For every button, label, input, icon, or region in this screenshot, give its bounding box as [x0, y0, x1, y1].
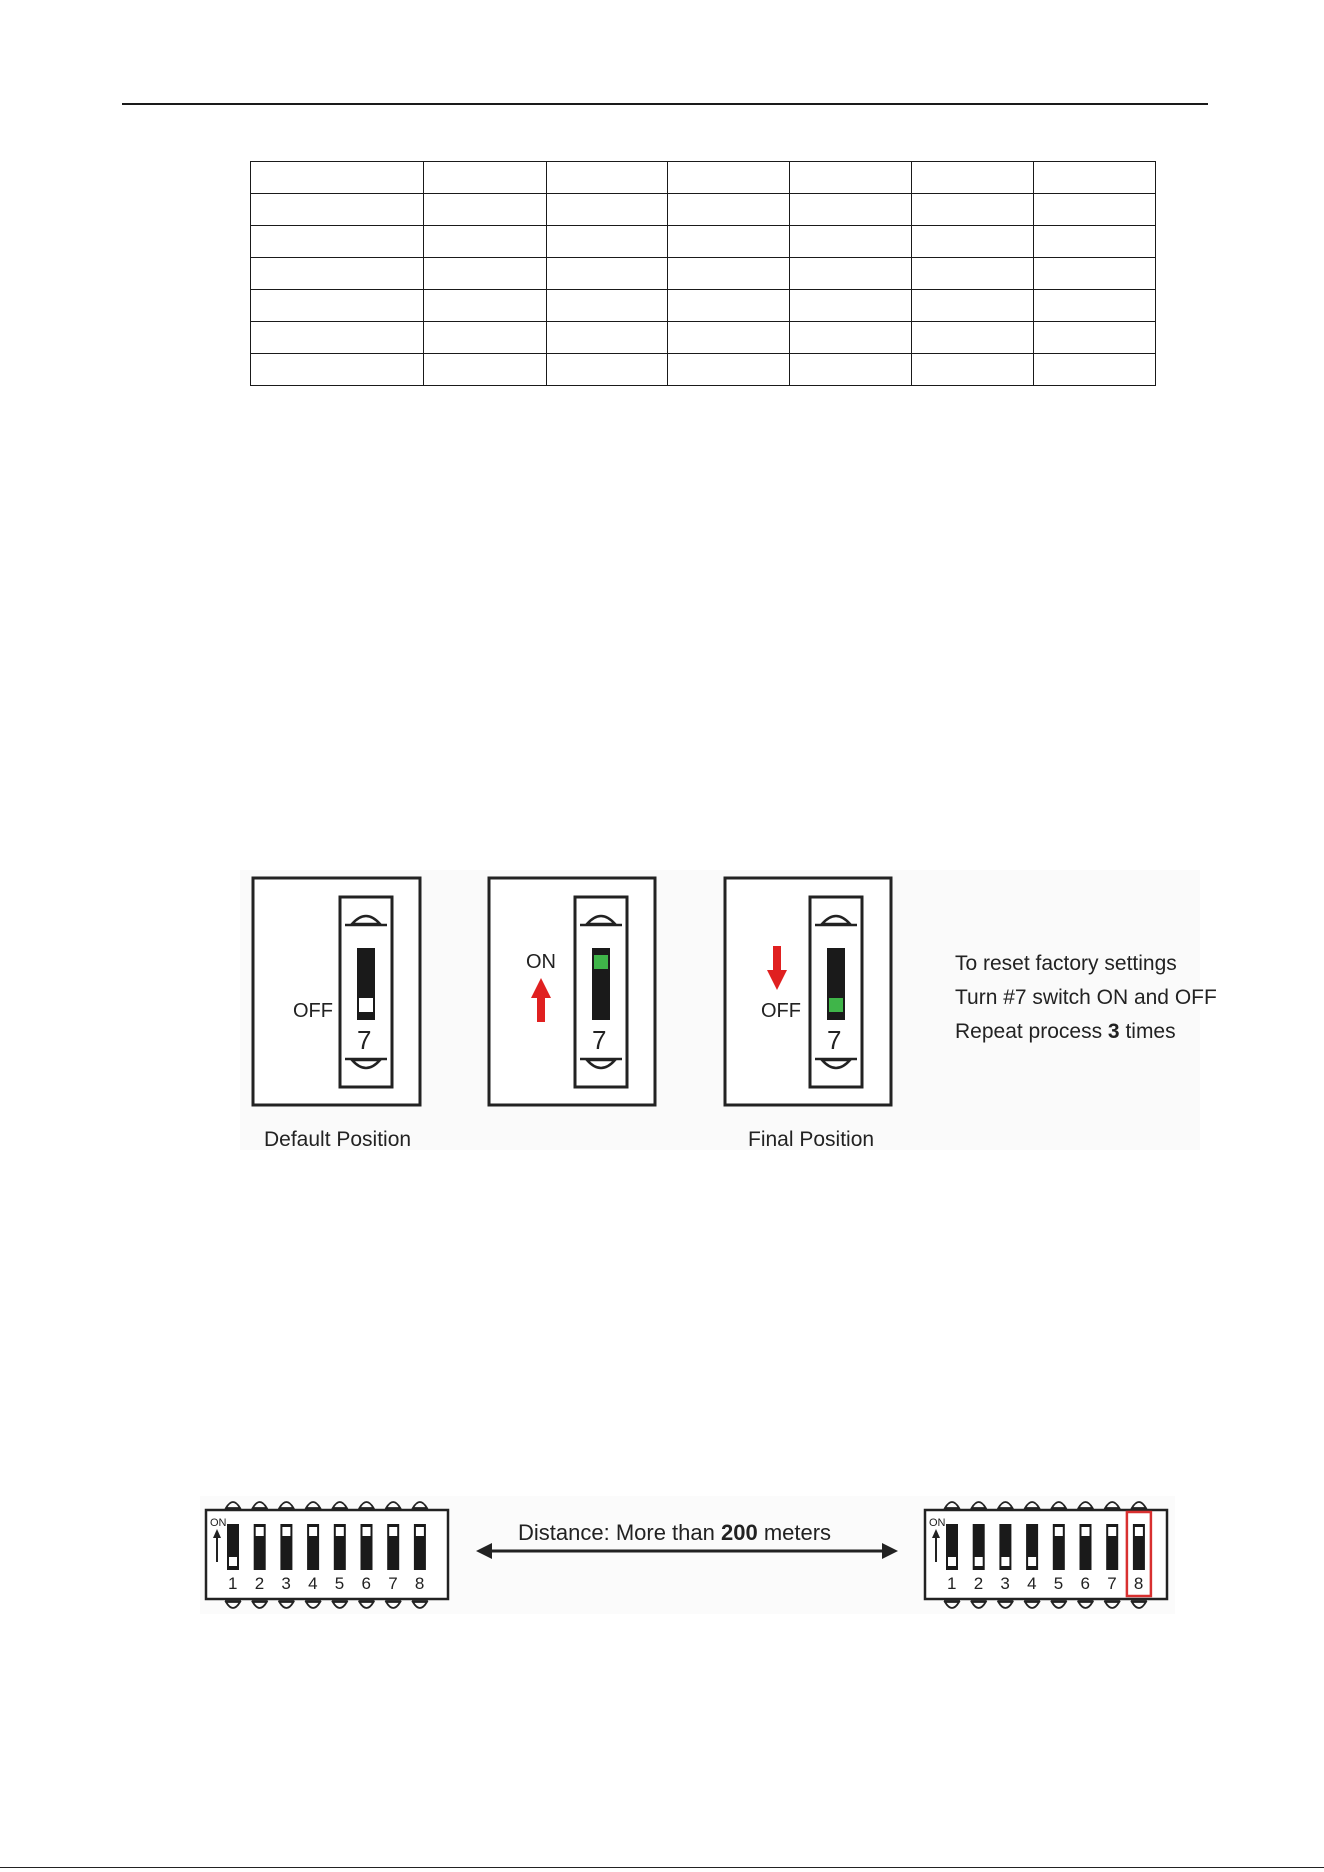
switch-knob	[1055, 1527, 1063, 1536]
switch-knob	[363, 1527, 371, 1536]
dip-block-right	[925, 1502, 1167, 1608]
switch-knob	[282, 1527, 290, 1536]
note-bold-count: 3	[1107, 1020, 1120, 1043]
switch-number: 3	[281, 1574, 291, 1593]
switch-knob	[1001, 1557, 1009, 1566]
switch-knob	[229, 1557, 237, 1566]
switch-knob	[1082, 1527, 1090, 1536]
caption-default-position: Default Position	[264, 1128, 412, 1151]
switch-number: 8	[1133, 1574, 1144, 1593]
switch-knob	[1135, 1527, 1143, 1536]
switch-number: 7	[357, 1025, 372, 1055]
panel-final-label: OFF	[761, 1000, 801, 1022]
switch-number: 2	[254, 1574, 265, 1593]
note-suffix: times	[1119, 1020, 1176, 1043]
reset-note-line1: To reset factory settings	[955, 952, 1177, 975]
switch-knob	[336, 1527, 344, 1536]
switch-number: 6	[361, 1574, 371, 1593]
distance-label	[518, 1520, 831, 1546]
switch-number: 7	[827, 1025, 842, 1055]
switch-knob	[256, 1527, 264, 1536]
switch-knob	[309, 1527, 317, 1536]
distance-value: 200	[720, 1520, 758, 1545]
distance-prefix: Distance: More than	[518, 1520, 721, 1545]
switch-knob	[1028, 1557, 1036, 1566]
panel-on-label: ON	[526, 951, 556, 973]
switch-knob	[389, 1527, 397, 1536]
switch-number: 3	[1000, 1574, 1010, 1593]
on-label: ON	[210, 1517, 227, 1529]
switch-number: 5	[334, 1574, 345, 1593]
switch-number: 4	[1027, 1574, 1037, 1593]
switch-number: 8	[414, 1574, 425, 1593]
switch-number: 4	[308, 1574, 318, 1593]
switch-number: 2	[973, 1574, 984, 1593]
panel-default-label: OFF	[293, 1000, 333, 1022]
switch-knob	[416, 1527, 424, 1536]
footer-rule	[0, 1867, 1324, 1868]
switch-number: 7	[592, 1025, 607, 1055]
reset-note-line2: Turn #7 switch ON and OFF	[955, 986, 1217, 1009]
switch-number: 5	[1053, 1574, 1064, 1593]
on-label: ON	[929, 1517, 946, 1529]
switch-knob	[948, 1557, 956, 1566]
dip-block-left	[206, 1502, 448, 1608]
switch-knob	[975, 1557, 983, 1566]
switch-number: 7	[1107, 1574, 1117, 1593]
caption-final-position: Final Position	[748, 1128, 875, 1151]
switch-number: 7	[388, 1574, 398, 1593]
switch-number: 1	[947, 1574, 957, 1593]
switch-number: 6	[1080, 1574, 1090, 1593]
distance-suffix: meters	[757, 1520, 832, 1545]
switch-number: 1	[228, 1574, 238, 1593]
note-prefix: Repeat process	[955, 1020, 1108, 1043]
switch-knob	[1108, 1527, 1116, 1536]
